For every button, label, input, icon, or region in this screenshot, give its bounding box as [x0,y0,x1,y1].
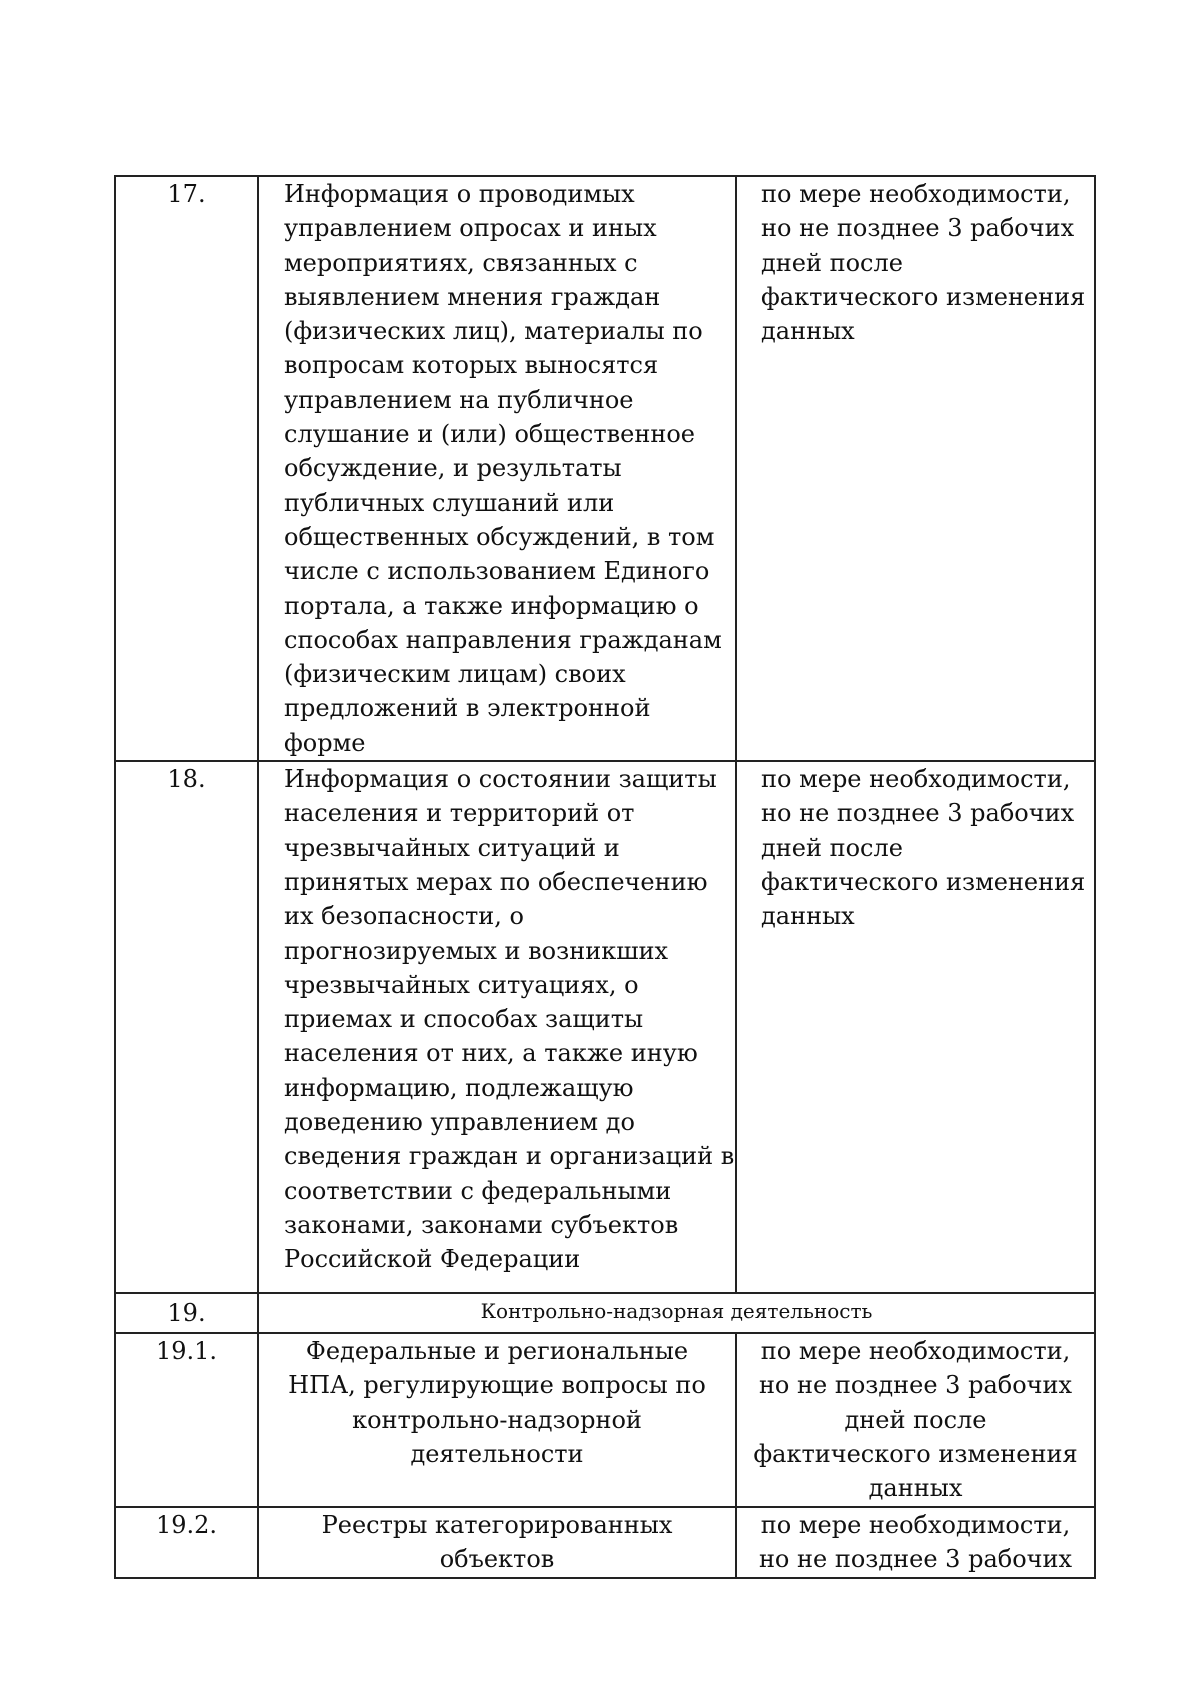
section-row [115,1293,1095,1333]
row-number: 19.2. [155,1511,218,1540]
term-text: по мере необходимости, но не позднее 3 рабочих дней после фактического изменения данных [761,765,1086,931]
section-title-cell [258,1293,1095,1333]
info-cell [258,1333,736,1507]
info-cell [258,761,736,1293]
info-text: Информация о проводимых управлением опросах и иных мероприятиях, связанных с выявлением мнения граждан (физических лиц), материалы по вопросам которых выносятся управлением на публичное слушание и (или) общественное обсуждение, и результаты публичных слушаний или общественных обсуждений, в том числе с использованием Единого портала, а также информацию о способах направления гражданам (физическим лицам) своих предложений в электронной форме [284,180,722,757]
row-number: 19.1. [155,1337,218,1366]
row-number-cell [115,761,258,1293]
term-cell [736,1333,1095,1507]
row-number-cell [115,176,258,761]
row-number-cell [115,1293,258,1333]
row-number: 19. [167,1299,206,1328]
term-cell [736,761,1095,1293]
info-text: Реестры категорированных объектов [321,1511,673,1574]
row-number: 17. [167,180,206,208]
table-row [115,176,1095,761]
term-text: по мере необходимости, но не позднее 3 рабочих дней после фактического изменения данных [761,180,1086,346]
term-cell [736,1507,1095,1578]
term-text: по мере необходимости, но не позднее 3 рабочих [758,1511,1073,1574]
section-title: Контрольно-надзорная деятельность [480,1299,873,1324]
row-number-cell [115,1333,258,1507]
information-table [114,175,1096,1579]
info-cell [258,1507,736,1578]
table-row [115,1507,1095,1578]
info-cell [258,176,736,761]
term-text: по мере необходимости, но не позднее 3 рабочих дней после фактического изменения данных [753,1337,1078,1503]
table-row [115,761,1095,1293]
info-text: Информация о состоянии защиты населения и территорий от чрезвычайных ситуаций и принятых мерах по обеспечению их безопасности, о прогнозируемых и возникших чрезвычайных ситуациях, о приемах и способах защиты населения от них, а также иную информацию, подлежащую доведению управлением до сведения граждан и организаций в соответствии с федеральными законами, законами субъектов Российской Федерации [284,765,735,1274]
term-cell [736,176,1095,761]
row-number: 18. [167,765,206,794]
table-row [115,1333,1095,1507]
info-text: Федеральные и региональные НПА, регулирующие вопросы по контрольно-надзорной деятельности [288,1337,706,1468]
row-number-cell [115,1507,258,1578]
